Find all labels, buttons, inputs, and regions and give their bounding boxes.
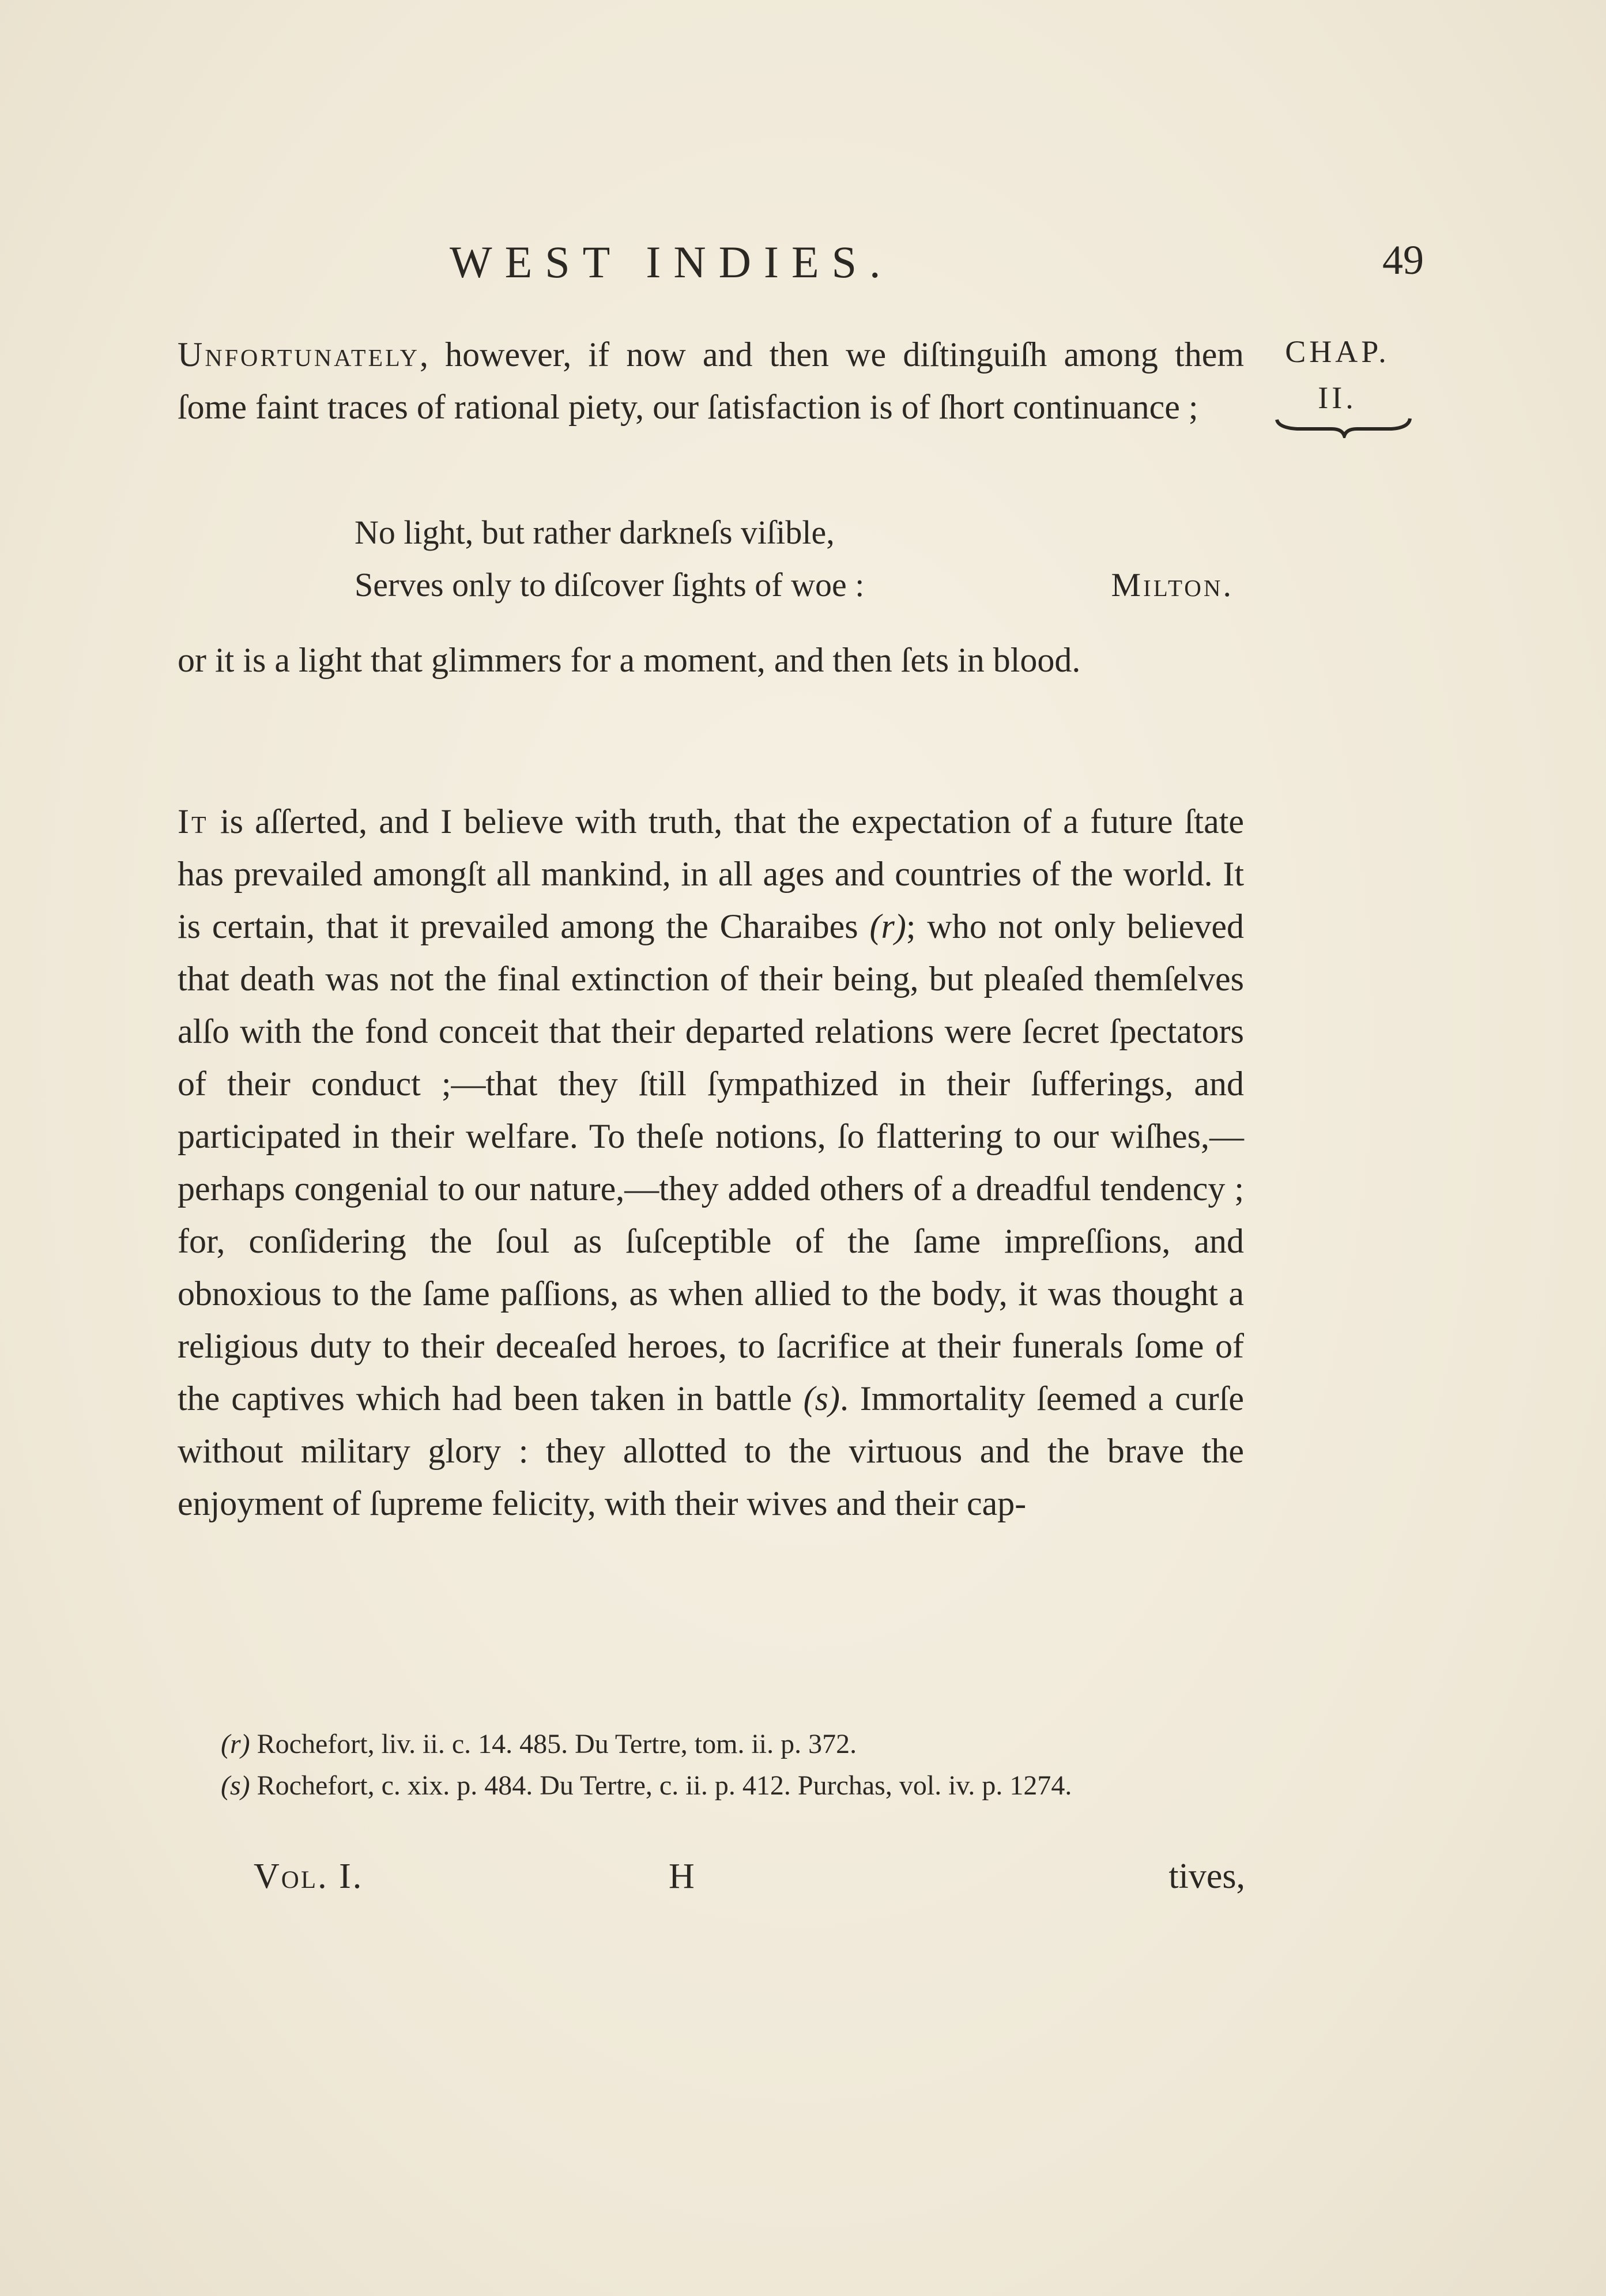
footnote-s-text: Rochefort, c. xix. p. 484. Du Tertre, c. ii. p. 412. Purchas, vol. iv. p. 1274.	[250, 1770, 1072, 1801]
page-footer	[254, 1856, 1245, 1908]
paragraph-2	[178, 634, 1244, 687]
brace-ornament-icon	[1274, 415, 1412, 438]
verse-quotation	[355, 506, 1260, 611]
footnote-r	[178, 1724, 1244, 1765]
paragraph-1	[178, 329, 1244, 433]
footnote-r-text: Rochefort, liv. ii. c. 14. 485. Du Tertre, tom. ii. p. 372.	[250, 1729, 857, 1759]
paragraph-2-text: or it is a light that glimmers for a moment, and then ſets in blood.	[178, 641, 1081, 679]
running-head: WEST INDIES.	[450, 237, 894, 287]
signature-mark: H	[669, 1857, 695, 1896]
chapter-margin-note	[1271, 329, 1404, 421]
footnote-r-mark: (r)	[221, 1729, 250, 1759]
paragraph-3	[178, 796, 1244, 1530]
verse-line-1: No light, but rather darkneſs viſible,	[355, 514, 835, 551]
page-header	[179, 236, 1424, 300]
verse-line-2: Serves only to diſcover ſights of woe :	[355, 566, 865, 604]
paragraph-1-text: , however, if now and then we diſtinguiſh among them ſome faint traces of rational piety, our ſatisfaction is of ſhort continuance ;	[178, 335, 1244, 426]
paragraph-1-lead: Unfortunately	[178, 335, 420, 374]
catchword: tives,	[1168, 1857, 1245, 1896]
chapter-label: CHAP.	[1285, 334, 1390, 369]
paragraph-3-lead: It	[178, 802, 209, 840]
paragraph-3-text-c: . Immortality ſeemed a curſe without military glory : they allotted to the virtuous and the brave the enjoyment of ſupreme felicity, with their wives and their cap-	[178, 1379, 1244, 1522]
footnote-s	[178, 1765, 1244, 1807]
footnote-s-mark: (s)	[221, 1770, 250, 1801]
footnotes	[178, 1724, 1244, 1807]
page-number: 49	[1382, 237, 1424, 283]
paragraph-3-text-b: ; who not only believed that death was not the final extinction of their being, but pleaſed themſelves alſo with the fond conceit that their departed relations were ſecret ſpectators of their conduct ;—that they ſtill ſympathized in their ſufferings, and participated in their welfare. To theſe notions, ſo flattering to our wiſhes,—perhaps congenial to our nature,—they added others of a dreadful tendency ; for, conſidering the ſoul as ſuſceptible of the ſame impreſſions, and obnoxious to the ſame paſſions, as when allied to the body, it was thought a religious duty to their deceaſed heroes, to ſacrifice at their funerals ſome of the captives which had been taken in battle	[178, 907, 1244, 1417]
paragraph-3-text-a: is aſſerted, and I believe with truth, that the expectation of a future ſtate has prevailed amongſt all mankind, in all ages and countries of the world. It is certain, that it prevailed among the Charaibes	[178, 802, 1244, 945]
verse-attribution: Milton.	[1111, 566, 1234, 604]
footnote-ref-s: (s)	[803, 1379, 840, 1417]
volume-label: Vol. I.	[254, 1857, 364, 1896]
chapter-number: II.	[1318, 380, 1357, 415]
footnote-ref-r: (r)	[869, 907, 906, 945]
